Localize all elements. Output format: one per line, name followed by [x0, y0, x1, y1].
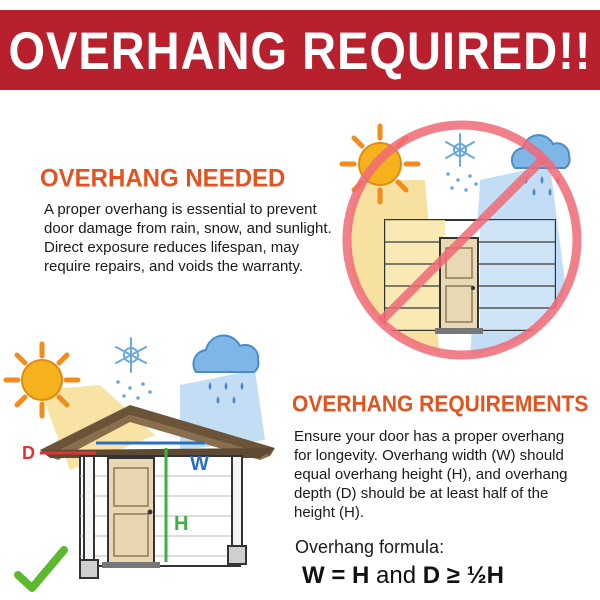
formula-label: Overhang formula: [295, 537, 445, 557]
width-label: W [190, 453, 209, 475]
overhang-needed-text: A proper overhang is essential to prevent door damage from rain, snow, and sunlight. Direct exposure reduces lifespan, may require repairs, and voids the warranty. [44, 201, 332, 275]
formula-half-h: ½H [466, 562, 504, 589]
checkmark-icon [18, 550, 64, 588]
overhang-requirements-text: Ensure your door has a proper overhang for longevity. Overhang width (W) should equal overhang height (H), and overhang depth (D) should be at least half of the height (H). [294, 428, 568, 521]
formula-h: H [352, 562, 370, 589]
page-title: OVERHANG REQUIRED!! [8, 20, 592, 80]
snowflake-icon [446, 134, 478, 192]
formula-d: D [422, 562, 441, 589]
sun-icon [6, 344, 78, 416]
overhang-requirements-heading: OVERHANG REQUIREMENTS [292, 392, 589, 417]
formula-gte: ≥ [446, 562, 460, 589]
overhang-needed-heading: OVERHANG NEEDED [40, 164, 286, 193]
formula-eq: = [331, 562, 346, 589]
overhang-formula [302, 562, 504, 590]
snowflake-icon [116, 338, 152, 400]
title-banner [0, 10, 600, 90]
proper-overhang-illustration [0, 330, 290, 600]
formula-and: and [376, 562, 417, 589]
formula-w: W [302, 562, 325, 589]
height-label: H [174, 513, 189, 535]
depth-label: D [22, 443, 35, 463]
no-overhang-illustration [330, 110, 595, 360]
